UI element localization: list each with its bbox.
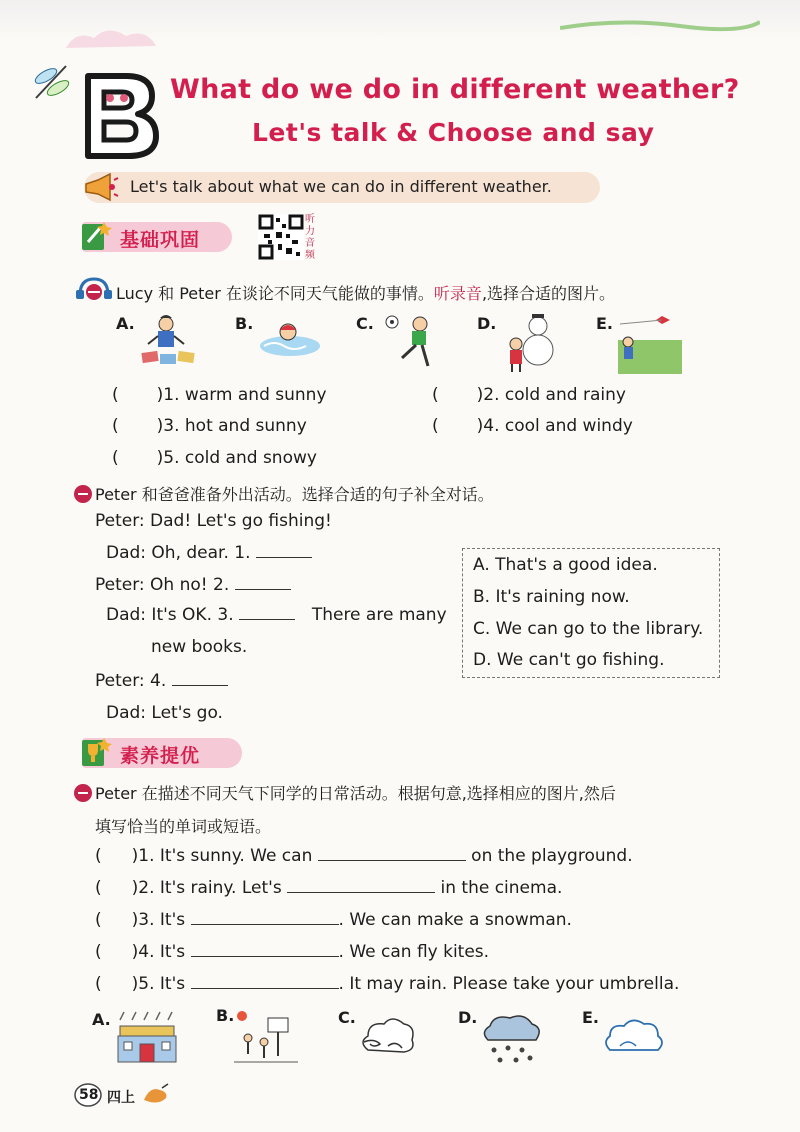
- part3-item-1-paren: (: [95, 846, 102, 866]
- part3-item-2-post: in the cinema.: [440, 878, 563, 898]
- headphones-icon: [74, 275, 114, 301]
- part3-instruction-line1: Peter 在描述不同天气下同学的日常活动。根据句意,选择相应的图片,然后: [95, 784, 616, 803]
- qr-code-icon[interactable]: [258, 214, 304, 260]
- page-number: 58: [79, 1087, 99, 1103]
- section-tag-advanced-text: 素养提优: [120, 745, 201, 767]
- dialogue-line-2: [106, 543, 312, 563]
- part1-item-1-paren: (: [112, 385, 119, 405]
- dialogue-blank-4[interactable]: [172, 671, 228, 686]
- option-a: A. That's a good idea.: [473, 555, 658, 575]
- part3-instruction-line2: 填写恰当的单词或短语。: [95, 817, 272, 836]
- part3-picture-label-e: E.: [582, 1008, 600, 1027]
- unit-letter-b-icon: [80, 70, 160, 160]
- part3-blank-4[interactable]: [191, 942, 339, 957]
- dialogue-line-4-text: Dad: It's OK. 3.: [106, 605, 234, 625]
- dialogue-line-1: Peter: Dad! Let's go fishing!: [95, 511, 332, 531]
- kite-flying-picture: [618, 312, 682, 374]
- part3-item-5-paren: (: [95, 974, 102, 994]
- part1-item-5: [112, 448, 317, 468]
- part3-item-4-pre: )4. It's: [131, 942, 186, 962]
- option-c: C. We can go to the library.: [473, 619, 704, 639]
- part3-blank-5[interactable]: [191, 974, 339, 989]
- part3-item-5-post: . It may rain. Please take your umbrella.: [338, 974, 680, 994]
- dialogue-line-3-text: Peter: Oh no! 2.: [95, 575, 230, 595]
- part3-item-5-pre: )5. It's: [131, 974, 186, 994]
- part1-instruction: [116, 281, 615, 304]
- part3-item-3: [95, 910, 572, 930]
- cloud-decoration-icon: [56, 18, 176, 58]
- trophy-icon: [78, 734, 114, 770]
- part1-item-2-text: )2. cold and rainy: [476, 385, 626, 405]
- windy-cloud-icon: [358, 1012, 418, 1062]
- part1-item-5-text: )5. cold and snowy: [156, 448, 317, 468]
- part1-item-1: [112, 385, 327, 405]
- part1-item-3-paren: (: [112, 416, 119, 436]
- dialogue-line-3: [95, 575, 291, 595]
- dialogue-line-4: [106, 605, 447, 625]
- part1-item-1-text: )1. warm and sunny: [156, 385, 327, 405]
- dialogue-blank-1[interactable]: [256, 543, 312, 558]
- football-picture: [378, 312, 440, 372]
- part3-picture-label-c: C.: [338, 1008, 356, 1027]
- part3-item-5: [95, 974, 679, 994]
- part3-item-1-pre: )1. It's sunny. We can: [131, 846, 313, 866]
- part3-item-2-pre: )2. It's rainy. Let's: [131, 878, 282, 898]
- playground-sunny-picture: [234, 1010, 298, 1066]
- dialogue-blank-3[interactable]: [239, 605, 295, 620]
- part1-instruction-a: Lucy 和 Peter 在谈论不同天气能做的事情。: [116, 284, 434, 303]
- page-title: What do we do in different weather?: [170, 74, 740, 105]
- part1-instruction-listen: 听录音: [433, 284, 482, 303]
- dialogue-line-7: Dad: Let's go.: [106, 703, 223, 723]
- part3-blank-2[interactable]: [287, 878, 435, 893]
- part1-instruction-c: ,选择合适的图片。: [481, 284, 616, 303]
- part3-item-2-paren: (: [95, 878, 102, 898]
- swimming-picture: [258, 316, 322, 360]
- part3-blank-3[interactable]: [191, 910, 339, 925]
- dialogue-line-6-text: Peter: 4.: [95, 671, 167, 691]
- part1-picture-label-a: A.: [116, 314, 135, 333]
- grass-decoration-icon: [560, 8, 760, 38]
- megaphone-icon: [80, 172, 120, 204]
- part1-item-4: [432, 416, 633, 436]
- option-d: D. We can't go fishing.: [473, 650, 665, 670]
- dragonfly-icon: [28, 58, 74, 104]
- dialogue-blank-2[interactable]: [235, 575, 291, 590]
- dialogue-line-5: new books.: [151, 637, 248, 657]
- part3-item-3-pre: )3. It's: [131, 910, 186, 930]
- part1-item-5-paren: (: [112, 448, 119, 468]
- part3-picture-label-b: B.: [216, 1006, 235, 1025]
- part3-blank-1[interactable]: [318, 846, 466, 861]
- notebook-icon: [78, 218, 114, 254]
- dialogue-line-6: [95, 671, 228, 691]
- part3-item-4-paren: (: [95, 942, 102, 962]
- part1-item-2: [432, 385, 626, 405]
- part2-instruction: Peter 和爸爸准备外出活动。选择合适的句子补全对话。: [95, 485, 494, 504]
- part1-picture-label-e: E.: [596, 314, 614, 333]
- part1-picture-label-b: B.: [235, 314, 254, 333]
- grade-label: 四上: [107, 1090, 135, 1106]
- dialogue-line-4-tail: There are many: [311, 605, 447, 625]
- cinema-rain-picture: [114, 1010, 180, 1066]
- part3-number-badge: [74, 784, 92, 802]
- snowy-cloud-icon: [480, 1012, 544, 1068]
- part1-item-3: [112, 416, 307, 436]
- part1-item-4-text: )4. cool and windy: [476, 416, 633, 436]
- part1-item-3-text: )3. hot and sunny: [156, 416, 307, 436]
- part3-item-1: [95, 846, 633, 866]
- bird-icon: [140, 1080, 170, 1108]
- dialogue-line-2-text: Dad: Oh, dear. 1.: [106, 543, 251, 563]
- option-b: B. It's raining now.: [473, 587, 630, 607]
- cloudy-icon: [602, 1016, 666, 1056]
- part3-item-1-post: on the playground.: [471, 846, 633, 866]
- part1-item-4-paren: (: [432, 416, 439, 436]
- unit-letter-badge: [80, 70, 160, 160]
- part3-item-4-post: . We can fly kites.: [338, 942, 490, 962]
- qr-label: 听力音频: [305, 214, 315, 261]
- snowman-picture: [502, 310, 558, 374]
- part3-item-3-post: . We can make a snowman.: [338, 910, 572, 930]
- part3-item-3-paren: (: [95, 910, 102, 930]
- talk-bar-text: Let's talk about what we can do in different weather.: [130, 177, 552, 196]
- part1-picture-label-c: C.: [356, 314, 374, 333]
- page-subtitle: Let's talk & Choose and say: [252, 118, 655, 147]
- part3-picture-label-d: D.: [458, 1008, 478, 1027]
- part3-item-2: [95, 878, 562, 898]
- part2-number-badge: [74, 485, 92, 503]
- part3-picture-label-a: A.: [92, 1010, 111, 1029]
- part1-picture-label-d: D.: [477, 314, 497, 333]
- section-tag-basic-text: 基础巩固: [120, 229, 201, 251]
- part3-item-4: [95, 942, 489, 962]
- part1-item-2-paren: (: [432, 385, 439, 405]
- reading-boy-picture: [138, 312, 198, 372]
